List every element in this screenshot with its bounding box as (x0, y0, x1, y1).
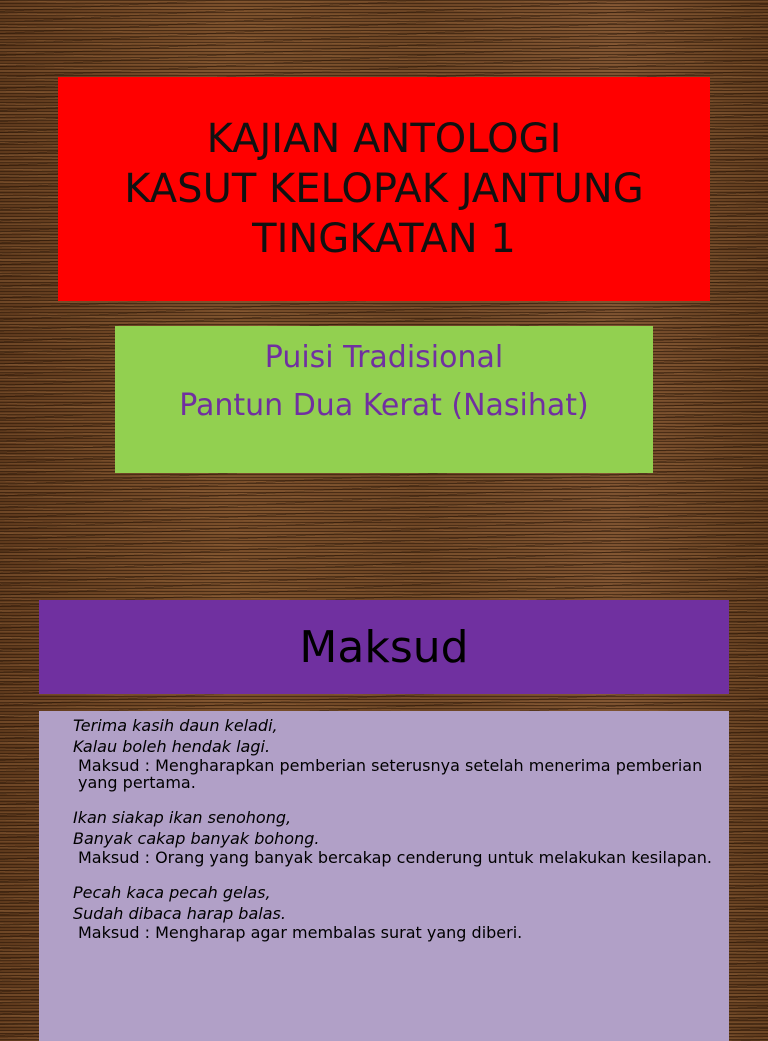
title-line-3: TINGKATAN 1 (252, 216, 516, 262)
section-heading: Maksud (299, 621, 469, 673)
subtitle-line-2: Pantun Dua Kerat (Nasihat) (179, 388, 589, 423)
verse-line: Ikan siakap ikan senohong, (73, 808, 292, 827)
content-panel (39, 711, 729, 1041)
pantun-stanza (73, 807, 719, 866)
title-line-2: KASUT KELOPAK JANTUNG (124, 166, 644, 212)
verse-line: Pecah kaca pecah gelas, (73, 883, 271, 902)
pantun-stanza (73, 715, 719, 791)
heading-panel (39, 600, 729, 694)
title-line-1: KAJIAN ANTOLOGI (206, 116, 562, 162)
meaning-text: Maksud : Orang yang banyak bercakap cenderung untuk melakukan kesilapan. (78, 848, 712, 867)
meaning-text: Maksud : Mengharapkan pemberian seterusnya setelah menerima pemberian yang pertama. (78, 756, 703, 792)
title-panel (58, 77, 710, 301)
verse-line: Terima kasih daun keladi, (73, 716, 278, 735)
verse-line: Banyak cakap banyak bohong. (73, 829, 320, 848)
meaning-text: Maksud : Mengharap agar membalas surat yang diberi. (78, 923, 523, 942)
pantun-stanza (73, 882, 719, 941)
subtitle-line-1: Puisi Tradisional (264, 340, 504, 375)
verse-line: Sudah dibaca harap balas. (73, 904, 286, 923)
verse-line: Kalau boleh hendak lagi. (73, 737, 271, 756)
subtitle-panel (115, 326, 653, 473)
